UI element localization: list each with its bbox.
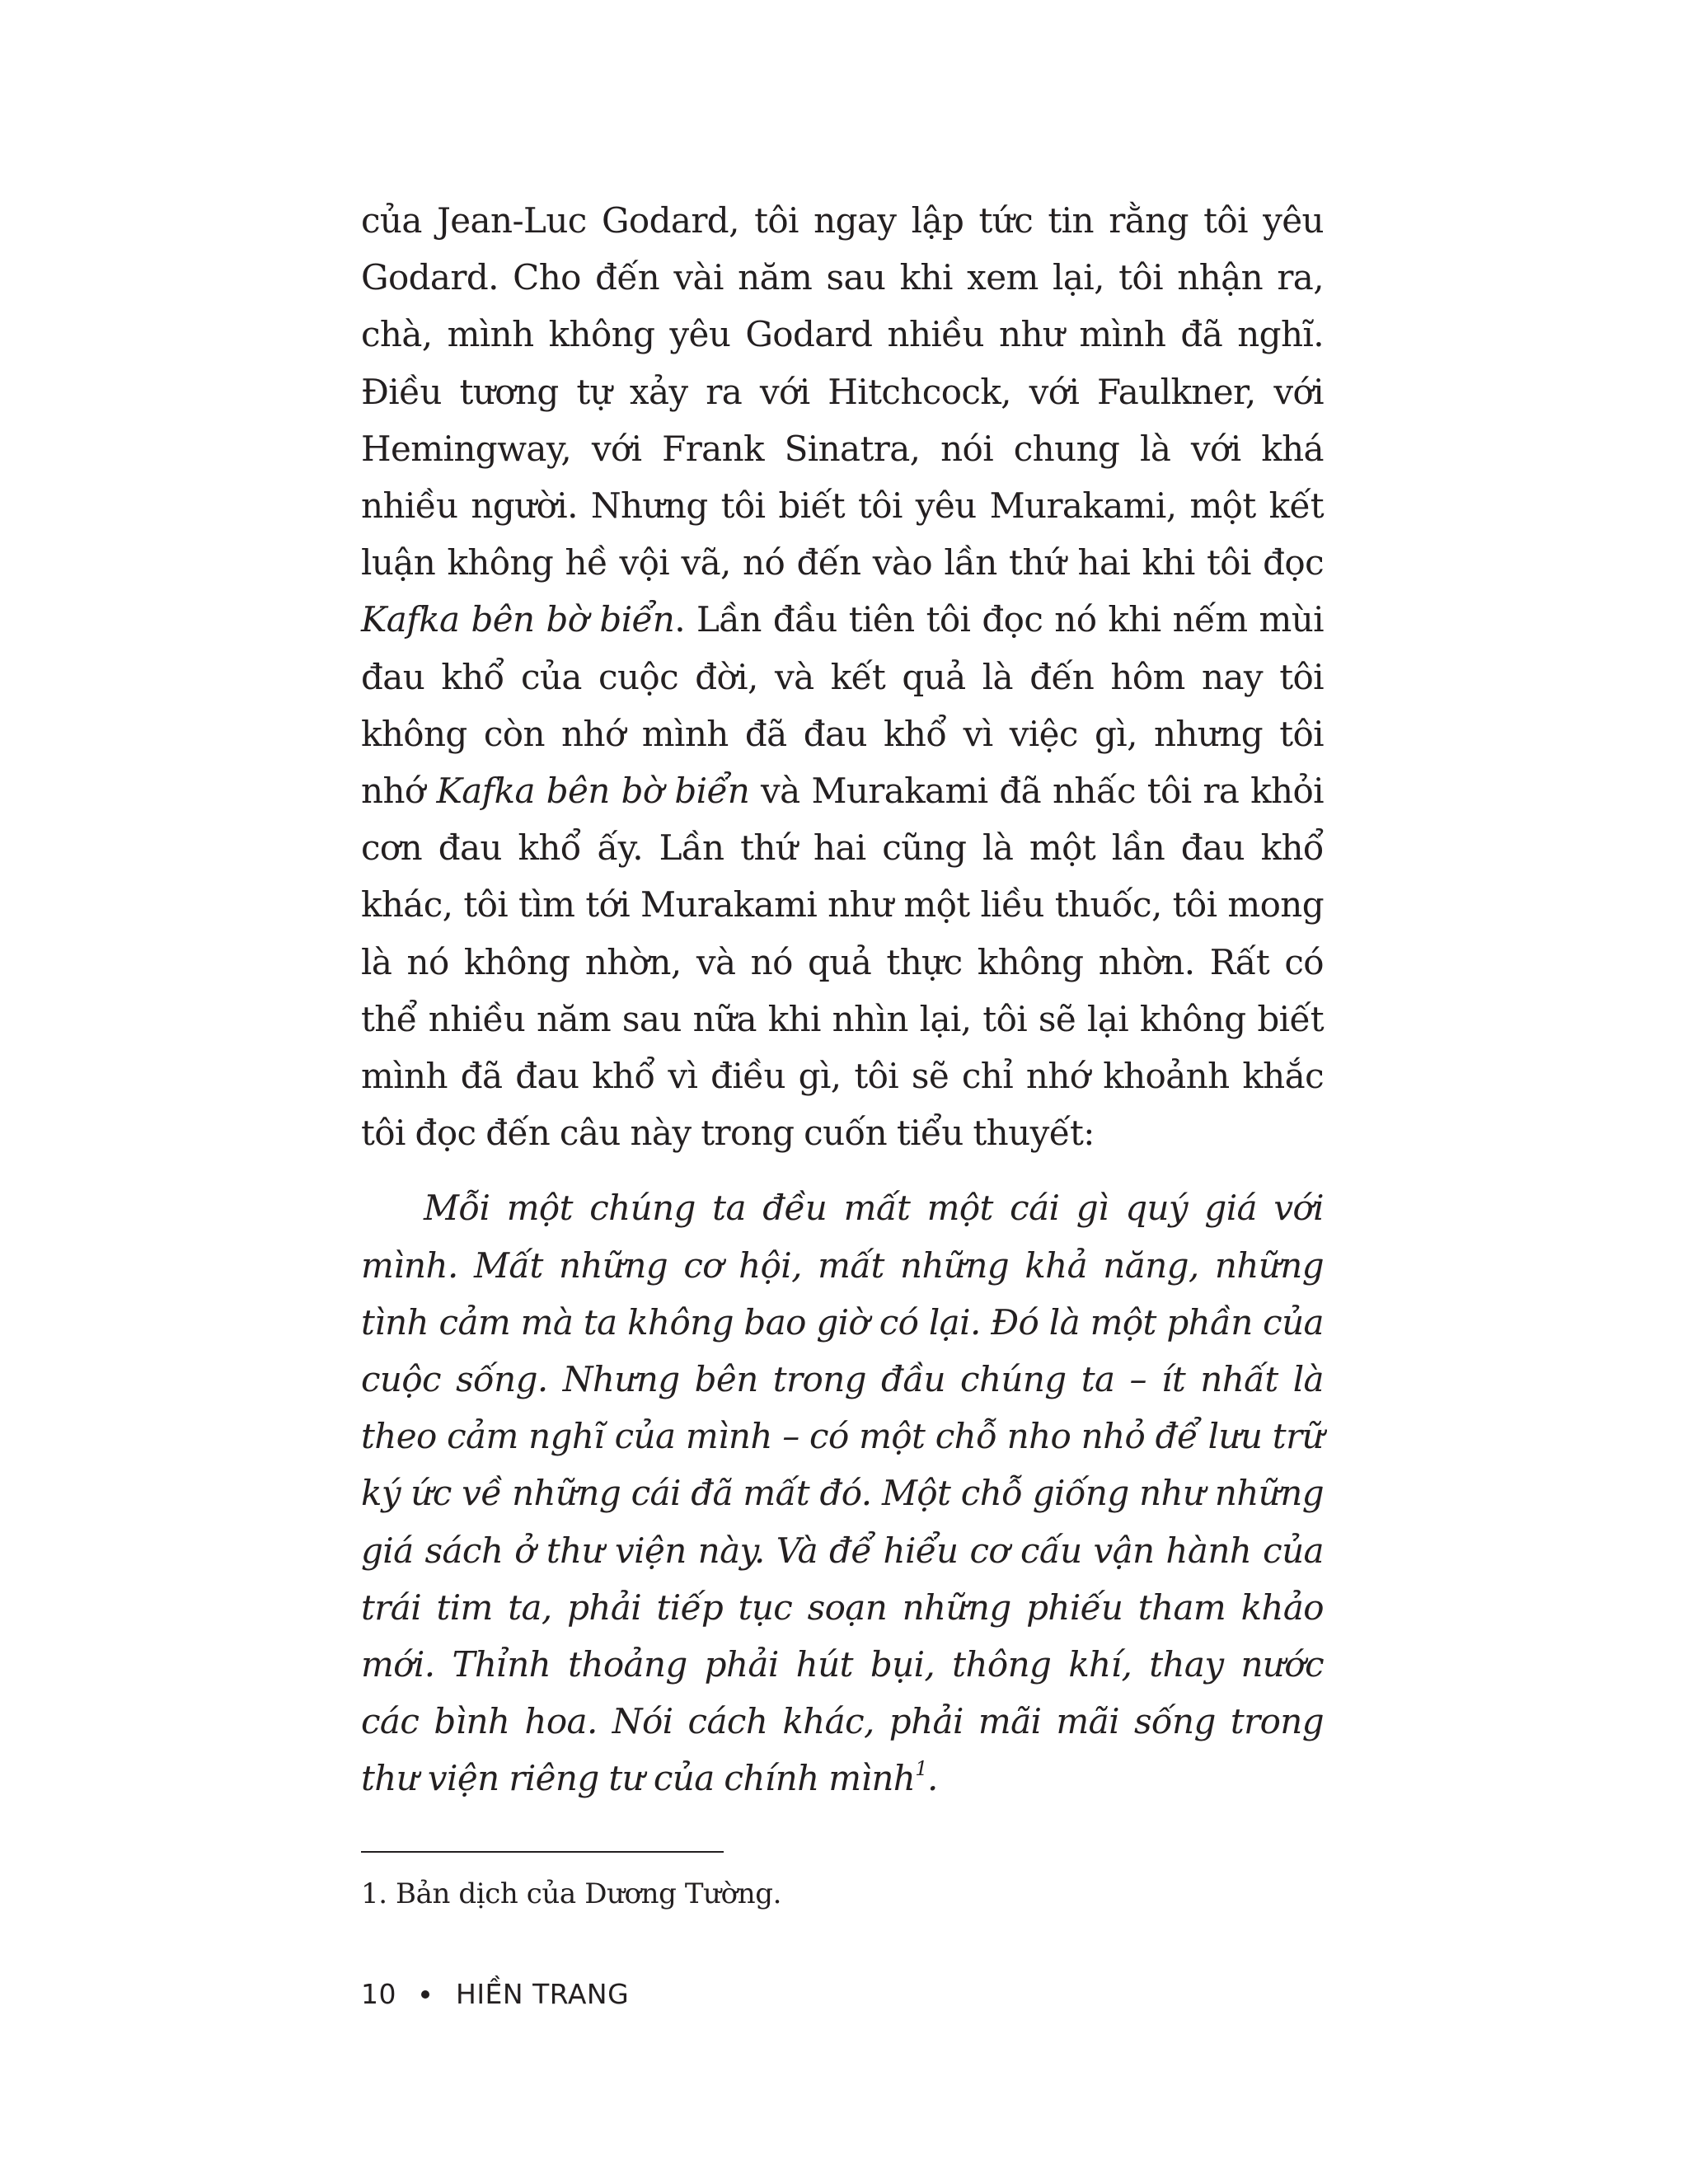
book-title: Kafka bên bờ biển — [361, 599, 675, 640]
text-fragment: thư viện riêng tư của chính mình — [361, 1758, 916, 1799]
text-line: Hemingway, với Frank Sinatra, nói chung là với khá — [361, 428, 1324, 469]
text-line: mình đã đau khổ vì điều gì, tôi sẽ chỉ nhớ khoảnh khắc — [361, 1056, 1324, 1097]
quote-line — [361, 1750, 1324, 1807]
page-number: 10 — [361, 1978, 396, 2010]
quote-line: các bình hoa. Nói cách khác, phải mãi mãi sống trong — [361, 1701, 1324, 1742]
footnote: 1. Bản dịch của Dương Tường. — [361, 1877, 782, 1910]
text-line: tôi đọc đến câu này trong cuốn tiểu thuyết: — [361, 1113, 1095, 1154]
text-line: chà, mình không yêu Godard nhiều như mình đã nghĩ. — [361, 314, 1324, 355]
body-paragraph — [361, 192, 1324, 1161]
text-line: luận không hề vội vã, nó đến vào lần thứ hai khi tôi đọc — [361, 542, 1324, 583]
text-line: Godard. Cho đến vài năm sau khi xem lại, tôi nhận ra, — [361, 257, 1324, 298]
text-line: cơn đau khổ ấy. Lần thứ hai cũng là một lần đau khổ — [361, 827, 1324, 869]
quote-line: theo cảm nghĩ của mình – có một chỗ nho nhỏ để lưu trữ — [361, 1416, 1324, 1457]
text-fragment: . Lần đầu tiên tôi đọc nó khi nếm mùi — [674, 599, 1324, 640]
main-text — [361, 192, 1324, 1807]
quote-line: giá sách ở thư viện này. Và để hiểu cơ cấu vận hành của — [361, 1530, 1324, 1571]
text-line: không còn nhớ mình đã đau khổ vì việc gì, nhưng tôi — [361, 713, 1324, 754]
quote-line: mình. Mất những cơ hội, mất những khả năng, những — [361, 1244, 1324, 1286]
text-line: Điều tương tự xảy ra với Hitchcock, với Faulkner, với — [361, 371, 1324, 412]
text-line: là nó không nhờn, và nó quả thực không nhờn. Rất có — [361, 941, 1324, 982]
running-footer — [361, 1976, 629, 2013]
footnote-marker[interactable]: 1 — [915, 1757, 927, 1781]
footnote-divider — [361, 1851, 724, 1853]
quote-line: cuộc sống. Nhưng bên trong đầu chúng ta – ít nhất là — [361, 1359, 1324, 1400]
text-fragment: và Murakami đã nhấc tôi ra khỏi — [749, 771, 1324, 812]
text-line: nhiều người. Nhưng tôi biết tôi yêu Murakami, một kết — [361, 485, 1324, 527]
bullet-separator-icon — [421, 1990, 429, 1999]
quote-line: trái tim ta, phải tiếp tục soạn những phiếu tham khảo — [361, 1586, 1324, 1628]
text-fragment: . — [926, 1758, 938, 1799]
quote-line: tình cảm mà ta không bao giờ có lại. Đó là một phần của — [361, 1301, 1324, 1343]
book-title: Kafka bên bờ biển — [436, 771, 750, 812]
quote-line: ký ức về những cái đã mất đó. Một chỗ giống như những — [361, 1473, 1324, 1514]
text-line — [361, 762, 1324, 819]
quote-line: Mỗi một chúng ta đều mất một cái gì quý giá với — [424, 1188, 1324, 1229]
text-fragment: nhớ — [361, 771, 437, 812]
quote-line: mới. Thỉnh thoảng phải hút bụi, thông khí, thay nước — [361, 1644, 1324, 1685]
text-line: khác, tôi tìm tới Murakami như một liều thuốc, tôi mong — [361, 884, 1324, 926]
text-line: đau khổ của cuộc đời, và kết quả là đến hôm nay tôi — [361, 656, 1324, 697]
text-line: thể nhiều năm sau nữa khi nhìn lại, tôi sẽ lại không biết — [361, 998, 1324, 1039]
author-name: HIỀN TRANG — [456, 1978, 630, 2010]
text-line — [361, 591, 1324, 648]
block-quote — [361, 1179, 1324, 1807]
text-line: của Jean-Luc Godard, tôi ngay lập tức tin rằng tôi yêu — [361, 200, 1324, 241]
